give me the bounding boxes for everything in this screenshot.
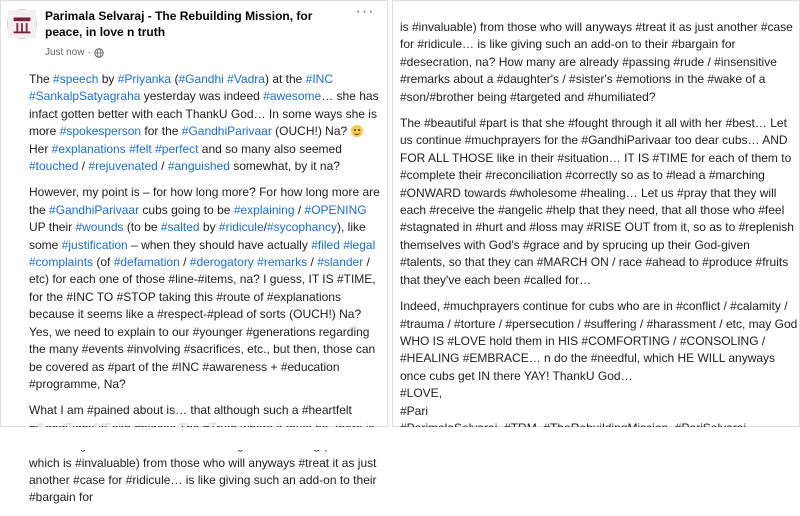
hashtag-link[interactable]: #defamation	[113, 255, 180, 270]
hashtag-link[interactable]: #touched	[29, 159, 79, 174]
signoff-name: #Pari	[400, 403, 429, 418]
hashtag-link[interactable]: #spokesperson	[59, 124, 142, 139]
hashtag-link[interactable]: #Vadra	[227, 72, 265, 86]
post-panel-left	[0, 0, 388, 505]
hashtag-link[interactable]: #sycophancy	[266, 220, 338, 235]
hashtag-link[interactable]: #remarks	[257, 255, 308, 270]
page-bottom-area	[0, 427, 800, 450]
hashtag-link[interactable]: #derogatory	[189, 255, 254, 270]
hashtag-link[interactable]: #GandhiParivaar	[49, 202, 140, 217]
paragraph-4: The #beautiful #part is that she #fought through it all with her #best… Let us continue #muchprayers for the #GandhiParivaar too dear cubs… AND FOR ALL THOSE like in their #situation… IT IS #TIME for each of them to #complete their #reconciliation #correctly so as to #lead a #marching #ONWARD towards #wholesome #healing… Let us #pray that they will each #receive the #angelic #help that they need, that all those who #feel #stagnated in #hurt and #loss may #RISE OUT from it, so as to #replenish themselves with God's #grace and by sprucing up their God-given #talents, so that they can #MARCH ON / race #ahead to #produce #fruits that they've each been #called for…	[400, 116, 794, 287]
post-time[interactable]: Just now	[45, 47, 85, 58]
hashtag-link[interactable]: #legal	[343, 237, 376, 252]
hashtag-link[interactable]: #Gandhi	[178, 72, 224, 86]
hashtag-link[interactable]: #rejuvenated	[88, 159, 158, 174]
avatar-image	[8, 10, 36, 38]
hashtag-link[interactable]: #wounds	[75, 220, 124, 235]
signoff-love: #LOVE,	[400, 386, 443, 401]
meta-separator: ·	[87, 47, 91, 58]
hashtag-link[interactable]: #justification	[61, 237, 128, 252]
paragraph-5: Indeed, #muchprayers continue for cubs who are in #conflict / #calamity / #trauma / #torture / #persecution / #suffering / #harassment / etc, may God WHO IS #LOVE hold them in HIS #COMFORTING / #CONSOLING / #HEALING #EMBRACE… n do the #needful, which HE WILL anyways once cubs get IN there YAY! ThankU God…	[400, 299, 798, 383]
hashtag-link[interactable]: #complaints	[29, 255, 94, 270]
hashtag-link[interactable]: #INC	[305, 72, 334, 86]
hashtag-link[interactable]: #anguished	[167, 159, 230, 174]
post-panel-right	[392, 0, 800, 427]
author-name[interactable]: Parimala Selvaraj - The Rebuilding Mission, for peace, in love n truth	[45, 9, 313, 39]
hashtag-link[interactable]: #ridicule	[218, 220, 264, 235]
post-body-right	[400, 19, 798, 437]
paragraph-1: The #speech by #Priyanka (#Gandhi #Vadra) at the #INC #SankalpSatyagraha yesterday was indeed #awesome… she has infact gotten better with each ThankU God… In some ways she is more #spokesperson for the #GandhiParivaar (OUCH!) Na? Her #explanations #felt #perfect and so many also seemed #touched / #rejuvenated / #anguished somewhat, by it na?	[29, 72, 379, 174]
hashtag-link[interactable]: #OPENING	[304, 202, 367, 217]
hashtag-link[interactable]: #awesome	[263, 89, 322, 104]
smile-emoji-icon	[351, 125, 363, 137]
hashtag-link[interactable]: #speech	[53, 72, 99, 86]
hashtag-link[interactable]: #explaining	[233, 202, 295, 217]
hashtag-link[interactable]: #SankalpSatyagraha	[29, 89, 141, 104]
hashtag-link[interactable]: #filed	[311, 237, 340, 252]
globe-icon[interactable]	[94, 48, 104, 58]
paragraph-3: What I am #pained about is… that although such a #heartfelt which is #invaluable) from those who will anyways #treat it as just another #case for #ridicule… is like giving such an add-on to their #bargain for	[29, 403, 377, 505]
hashtag-link[interactable]: #GandhiParivaar	[181, 124, 272, 139]
hashtag-link[interactable]: #explanations	[51, 141, 126, 156]
paragraph-continued: is #invaluable) from those who will anyways #treat it as just another #case for #ridicule… is like giving such an add-on to their #bargain for #desecration, na? How many are already #passing #rude / #insensitive #remarks about a #daughter's / #sister's #emotions in the #wake of a #son/#brother being #targeted and #humiliated?	[400, 20, 793, 104]
paragraph-2: However, my point is – for how long more? For how long more are the #GandhiParivaar cubs going to be #explaining / #OPENING UP their #wounds (to be #salted by #ridicule/#sycophancy), like some #justification – when they should have actually #filed #legal #complaints (of #defamation / #derogatory #remarks / #slander / etc) for each one of those #line-#items, na? I guess, IT IS #TIME, for the #INC TO #STOP taking this #route of #explanations because it seems like a #respect-#plead of sorts (OUCH!) Na? Yes, we need to explain to our #younger #generations regarding the many #events #involving #sacrifices, etc., but then, those can be covered as #part of the #INC #awareness + #education #programme, Na?	[29, 185, 380, 391]
fade-edge	[1, 418, 387, 426]
hashtag-link[interactable]: #felt	[129, 141, 152, 156]
more-options-icon[interactable]: ···	[355, 3, 375, 20]
post-header	[1, 1, 387, 63]
avatar[interactable]	[7, 9, 37, 39]
hashtag-link[interactable]: #slander	[317, 255, 364, 270]
hashtag-link[interactable]: #Priyanka	[117, 72, 172, 86]
hashtag-link[interactable]: #perfect	[155, 141, 199, 156]
post-meta	[45, 44, 104, 61]
hashtag-link[interactable]: #salted	[160, 220, 200, 235]
